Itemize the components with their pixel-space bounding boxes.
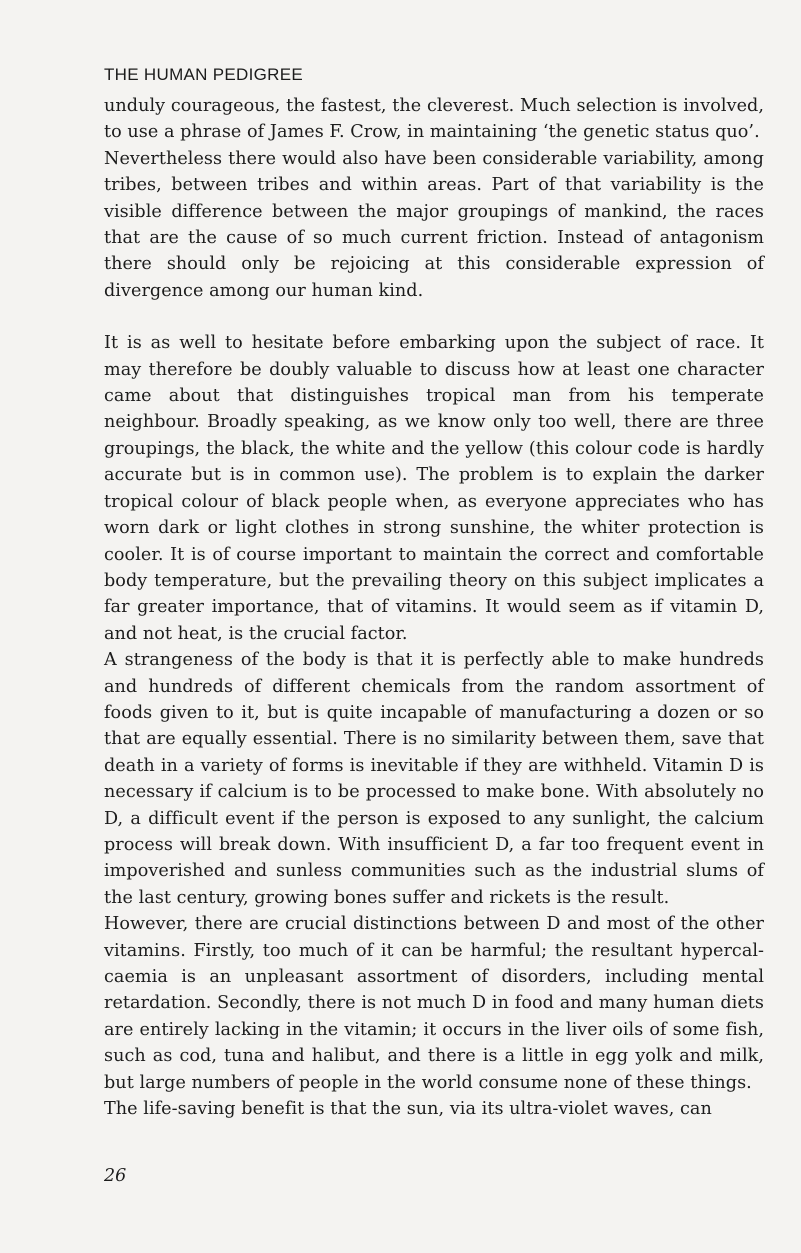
paragraph-4: A strangeness of the body is that it is perfectly able to make hundreds and hundreds of different chemicals from the random assortment of foods given to it, but is quite incapable of manufacturing a dozen or so that are equally essential. There is no similarity between them, save that death in a variety of forms is inevitable if they are withheld. Vitamin D is necessary if calcium is to be processed to make bone. With absolutely no D, a difficult event if the person is exposed to any sunlight, the calcium process will break down. With insufficient D, a far too frequent event in impoverished and sunless communities such as the industrial slums of the last century, growing bones suffer and rickets is the result. <box>104 650 764 908</box>
running-head: THE HUMAN PEDIGREE <box>104 65 304 84</box>
paragraph-5: However, there are crucial distinctions between D and most of the other vitamins. Firstly, too much of it can be harmful; the resultant hypercalcaemia is an unpleasant assortment of disorders, including mental retardation. Secondly, there is not much D in food and many human diets are entirely lacking in the vitamin; it occurs in the liver oils of some fish, such as cod, tuna and halibut, and there is a little in egg yolk and milk, but large numbers of people in the world consume none of these things. <box>104 914 764 1093</box>
paragraph-2: Nevertheless there would also have been considerable variability, among tribes, between tribes and within areas. Part of that variability is the visible difference between the major groupings of mankind, the races that are the cause of so much current friction. Instead of antagonism there should only be rejoicing at this considerable expression of divergence among our human kind. <box>104 148 764 301</box>
paragraph-3: It is as well to hesitate before embarking upon the subject of race. It may therefore be doubly valuable to discuss how at least one character came about that distinguishes tropical man from his temperate neighbour. Broadly speaking, as we know only too well, there are three groupings, the black, the white and the yellow (this colour code is hardly accurate but is in common use). The problem is to explain the darker tropical colour of black people when, as everyone appreciates who has worn dark or light clothes in strong sunshine, the whiter protection is cooler. It is of course important to maintain the correct and comfortable body temperature, but the prevailing theory on this subject implicates a far greater importance, that of vitamins. It would seem as if vitamin D, and not heat, is the crucial factor. <box>104 333 764 644</box>
book-page <box>104 62 764 1122</box>
page-number: 26 <box>104 1166 127 1186</box>
paragraph-1: unduly courageous, the fastest, the cleverest. Much selection is involved, to use a phrase of James F. Crow, in maintaining ‘the genetic status quo’. <box>104 96 764 143</box>
paragraph-6: The life-saving benefit is that the sun, via its ultra-violet waves, can <box>104 1099 712 1120</box>
